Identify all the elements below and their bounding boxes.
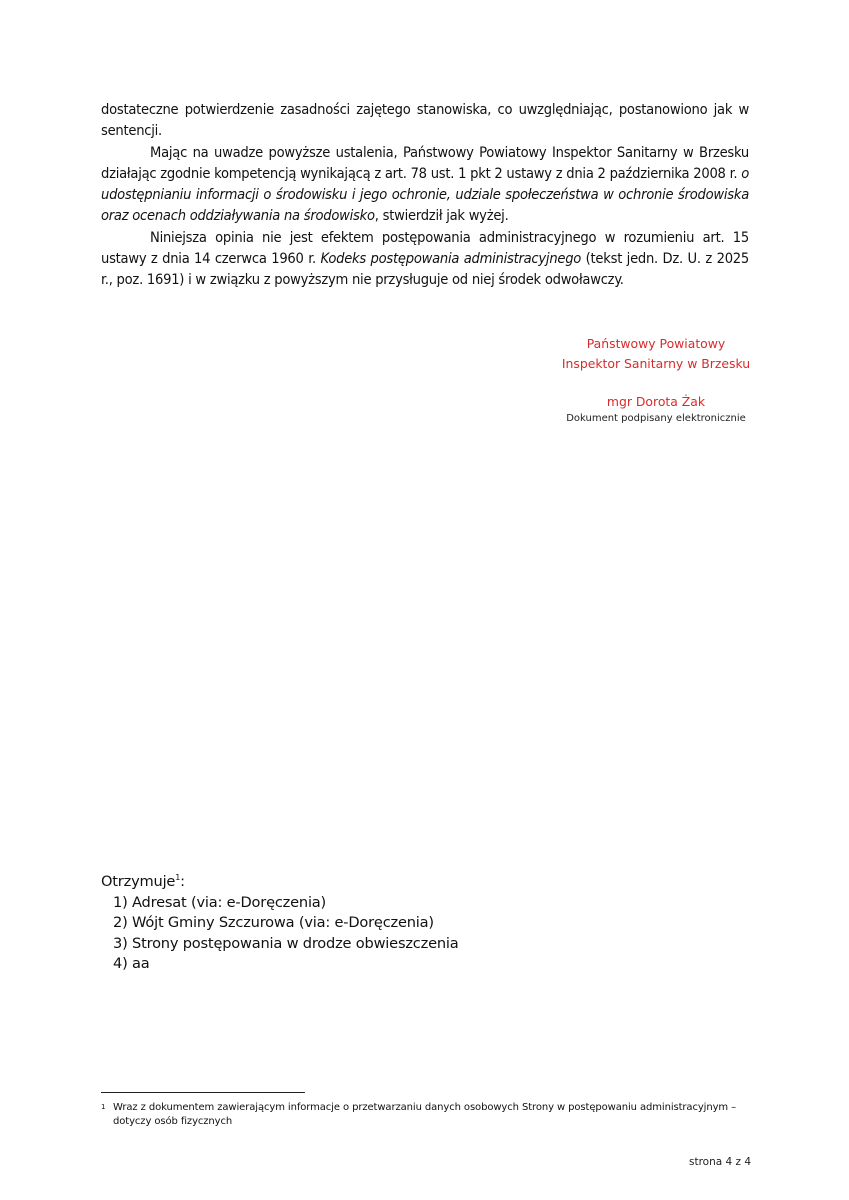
paragraph-no-appeal <box>101 227 749 291</box>
act-title: Kodeks postępowania administracyjnego <box>320 250 582 268</box>
recipient-item: 2) Wójt Gminy Szczurowa (via: e-Doręczenia) <box>113 914 434 931</box>
footnote-reference[interactable]: 1 <box>175 873 181 882</box>
recipients-heading <box>101 872 459 893</box>
paragraph-text: Niniejsza opinia nie jest efektem postępowania administracyjnego w rozumieniu art. 15 ustawy z dnia 14 czerwca 1960 r. <box>101 228 749 268</box>
recipient-item: 3) Strony postępowania w drodze obwieszczenia <box>113 934 459 952</box>
paragraph-conclusion <box>101 99 749 142</box>
paragraph-text: , stwierdził jak wyżej. <box>374 207 509 225</box>
footnote <box>101 1101 751 1129</box>
recipient-items <box>101 893 459 975</box>
body-text <box>101 99 749 291</box>
recipients-heading-text: Otrzymuje <box>101 873 176 890</box>
paragraph-text: Mając na uwadze powyższe ustalenia, Państwowy Powiatowy Inspektor Sanitarny w Brzesku działając zgodnie kompetencją wynikającą z art. 78 ust. 1 pkt 2 ustawy z dnia 2 października 2008 r. <box>101 143 749 182</box>
act-title: o udostępnianiu informacji o środowisku i jego ochronie, udziale społeczeństwa w ochronie środowiska oraz ocenach oddziaływania na środowisko <box>101 164 749 225</box>
signature-note: Dokument podpisany elektronicznie <box>566 413 746 424</box>
signature-office-line1: Państwowy Powiatowy <box>586 336 726 351</box>
signature-office-line2: Inspektor Sanitarny w Brzesku <box>561 356 751 371</box>
recipients-list <box>101 872 459 975</box>
signature-block <box>556 334 756 426</box>
recipient-item: 4) aa <box>113 955 150 972</box>
recipient-item: 1) Adresat (via: e-Doręczenia) <box>113 893 327 911</box>
footnote-divider <box>101 1092 305 1093</box>
recipients-heading-suffix: : <box>180 873 185 890</box>
paragraph-competence <box>101 142 749 227</box>
footnote-mark: 1 <box>101 1103 106 1111</box>
footnote-text: Wraz z dokumentem zawierającym informacje o przetwarzaniu danych osobowych Strony w postępowaniu administracyjnym – dotyczy osób fizycznych <box>113 1102 737 1127</box>
page-number: strona 4 z 4 <box>689 1156 752 1168</box>
signature-name: mgr Dorota Żak <box>606 394 706 409</box>
paragraph-text: dostateczne potwierdzenie zasadności zajętego stanowiska, co uwzględniając, postanowiono jak w sentencji. <box>101 101 749 140</box>
paragraph-text: (tekst jedn. Dz. U. z 2025 r., poz. 1691) i w związku z powyższym nie przysługuje od niej środek odwoławczy. <box>101 250 749 289</box>
